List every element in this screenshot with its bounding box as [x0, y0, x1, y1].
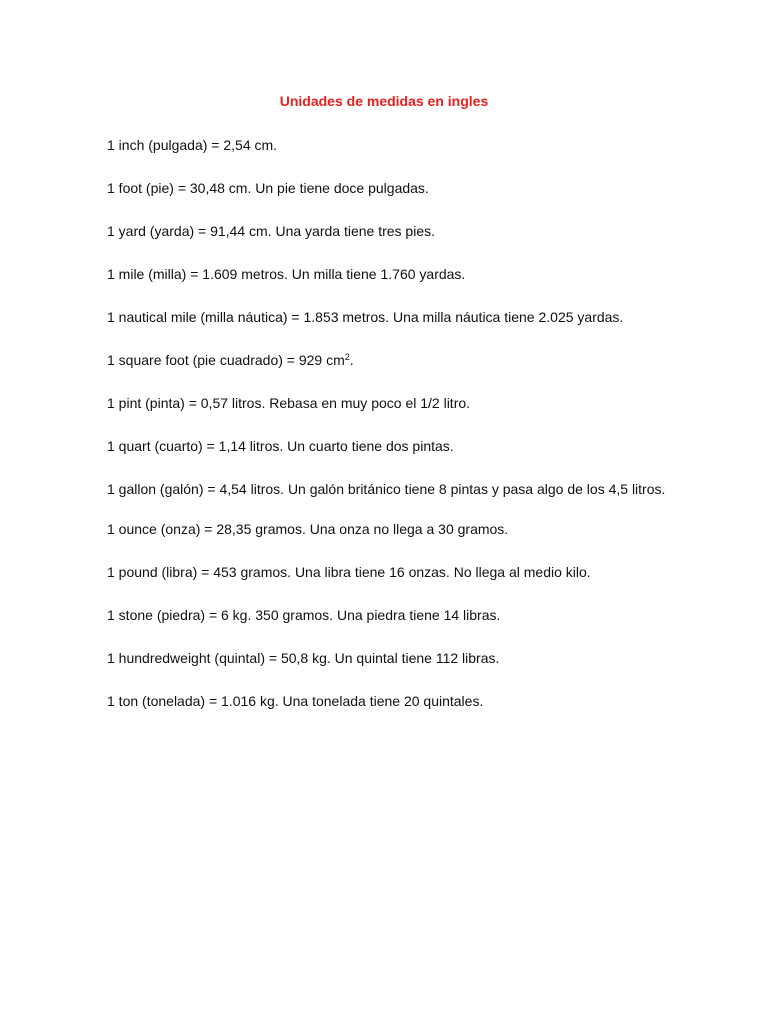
list-item-inch: 1 inch (pulgada) = 2,54 cm.: [107, 137, 278, 153]
list-item-pound: 1 pound (libra) = 453 gramos. Una libra tiene 16 onzas. No llega al medio kilo.: [107, 564, 591, 580]
list-item-stone: 1 stone (piedra) = 6 kg. 350 gramos. Una piedra tiene 14 libras.: [107, 607, 501, 623]
page-title: Unidades de medidas en ingles: [279, 93, 489, 109]
square-superscript: 2: [344, 352, 350, 362]
list-item-foot: 1 foot (pie) = 30,48 cm. Un pie tiene doce pulgadas.: [107, 180, 429, 196]
measurement-list: [107, 136, 687, 735]
list-item-square-foot: [107, 351, 687, 369]
list-item-nautical-mile: 1 nautical mile (milla náutica) = 1.853 metros. Una milla náutica tiene 2.025 yardas.: [107, 309, 624, 325]
list-item-mile: 1 mile (milla) = 1.609 metros. Un milla tiene 1.760 yardas.: [107, 266, 466, 282]
list-item-yard: 1 yard (yarda) = 91,44 cm. Una yarda tiene tres pies.: [107, 223, 435, 239]
list-item-ounce: 1 ounce (onza) = 28,35 gramos. Una onza no llega a 30 gramos.: [107, 521, 509, 537]
list-item-ton: 1 ton (tonelada) = 1.016 kg. Una tonelada tiene 20 quintales.: [107, 693, 484, 709]
square-foot-text: 1 square foot (pie cuadrado) = 929 cm: [107, 352, 345, 368]
list-item-quart: 1 quart (cuarto) = 1,14 litros. Un cuarto tiene dos pintas.: [107, 438, 454, 454]
list-item-hundredweight: 1 hundredweight (quintal) = 50,8 kg. Un quintal tiene 112 libras.: [107, 650, 500, 666]
list-item-pint: 1 pint (pinta) = 0,57 litros. Rebasa en muy poco el 1/2 litro.: [107, 395, 471, 411]
square-foot-suffix: .: [349, 352, 354, 368]
list-item-gallon: 1 gallon (galón) = 4,54 litros. Un galón británico tiene 8 pintas y pasa algo de los 4,5 litros.: [107, 481, 666, 497]
